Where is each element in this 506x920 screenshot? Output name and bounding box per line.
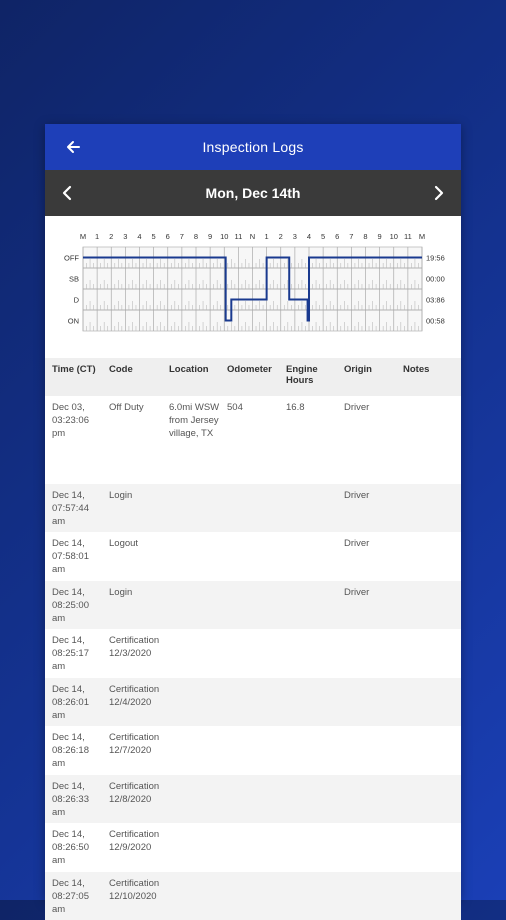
hour-label: N [249,232,256,241]
cell-odometer: 504 [227,402,243,413]
hour-label: 10 [389,232,398,241]
duty-status-chart [45,216,461,358]
cell-time: Dec 14, 08:25:17 am [52,635,89,672]
hour-label: 2 [109,232,114,241]
hour-label: 11 [234,232,243,241]
hour-label: 4 [137,232,142,241]
table-row[interactable] [45,532,461,581]
cell-time: Dec 14, 08:27:05 am [52,878,89,915]
table-header [45,358,461,396]
back-button[interactable] [61,135,85,159]
cell-origin [339,732,398,775]
cell-code: Certification 12/8/2020 [109,781,160,805]
cell-odometer [221,781,280,823]
table-row[interactable] [45,581,461,629]
header-origin: Origin [344,364,372,375]
cell-notes [398,829,461,872]
cell-code: Login [109,490,133,501]
cell-odometer [221,490,280,532]
duty-status-graph [45,216,461,358]
table-row[interactable] [45,775,461,823]
cell-odometer [221,732,280,775]
hour-label: M [79,232,87,241]
cell-notes [398,684,461,726]
cell-location: 6.0mi WSW from Jersey village, TX [169,402,220,439]
hour-label: 11 [403,232,412,241]
hour-label: 7 [349,232,354,241]
status-total: 00:00 [426,274,445,284]
cell-origin [339,635,398,678]
cell-code: Certification 12/3/2020 [109,635,160,659]
hour-label: 9 [377,232,382,241]
table-row[interactable] [45,678,461,726]
cell-code: Logout [109,538,139,549]
cell-engine-hours: 16.8 [286,402,305,413]
log-table [45,358,461,920]
cell-engine-hours [280,538,339,581]
cell-code: Certification 12/7/2020 [109,732,160,756]
table-row[interactable] [45,726,461,775]
cell-location [162,490,221,532]
cell-notes [398,490,461,532]
cell-time: Dec 14, 08:25:00 am [52,587,89,624]
cell-engine-hours [280,878,339,920]
header-engine-hours: Engine Hours [286,364,318,386]
cell-time: Dec 03, 03:23:06 pm [52,402,89,439]
table-row[interactable] [45,484,461,532]
cell-engine-hours [280,490,339,532]
cell-odometer [221,829,280,872]
cell-odometer [221,878,280,920]
hour-label: 6 [165,232,170,241]
table-row[interactable] [45,872,461,920]
hour-label: 8 [193,232,199,241]
cell-origin: Driver [344,538,370,549]
table-row[interactable] [45,396,461,484]
next-day-button[interactable] [427,181,451,205]
header-notes: Notes [403,364,430,375]
table-row[interactable] [45,823,461,872]
cell-origin [339,781,398,823]
header-code: Code [109,364,133,375]
chevron-right-icon [433,185,445,201]
status-total: 03:86 [426,295,445,305]
cell-odometer [221,635,280,678]
hour-label: 3 [123,232,128,241]
cell-odometer [221,684,280,726]
hour-label: 8 [363,232,368,241]
status-label: ON [67,316,79,326]
header-odometer: Odometer [227,364,272,375]
status-label: OFF [64,253,79,263]
header-time: Time (CT) [52,364,96,375]
cell-location [162,538,221,581]
cell-engine-hours [280,781,339,823]
cell-code: Certification 12/4/2020 [109,684,160,708]
cell-code: Off Duty [109,402,144,413]
cell-notes [398,878,461,920]
cell-location [162,829,221,872]
cell-engine-hours [280,635,339,678]
cell-time: Dec 14, 07:58:01 am [52,538,89,575]
cell-engine-hours [280,587,339,629]
hour-label: 1 [95,232,100,241]
date-navigator [45,170,461,216]
cell-notes [398,587,461,629]
cell-origin: Driver [344,490,370,501]
cell-code: Certification 12/9/2020 [109,829,160,853]
status-label: D [73,295,79,305]
cell-origin [339,878,398,920]
cell-time: Dec 14, 08:26:33 am [52,781,89,818]
status-total: 19:56 [426,253,445,263]
cell-origin: Driver [344,587,370,598]
cell-notes [398,538,461,581]
cell-origin: Driver [344,402,370,413]
cell-origin [339,829,398,872]
page-title: Inspection Logs [202,139,304,155]
hour-label: 3 [292,232,297,241]
cell-notes [398,402,461,484]
app-bar [45,124,461,170]
arrow-left-icon [65,139,81,155]
cell-notes [398,732,461,775]
status-label: SB [68,274,79,284]
hour-label: 5 [151,232,156,241]
hour-label: 9 [208,232,213,241]
hour-label: 2 [278,232,283,241]
header-location: Location [169,364,209,375]
hour-label: 10 [220,232,229,241]
cell-time: Dec 14, 07:57:44 am [52,490,89,527]
table-row[interactable] [45,629,461,678]
cell-time: Dec 14, 08:26:18 am [52,732,89,769]
cell-location [162,781,221,823]
cell-location [162,732,221,775]
previous-day-button[interactable] [55,181,79,205]
hour-label: 7 [179,232,184,241]
hour-label: 1 [264,232,269,241]
hour-label: M [418,232,426,241]
hour-label: 5 [321,232,326,241]
cell-location [162,587,221,629]
cell-notes [398,635,461,678]
inspection-logs-card [45,124,461,915]
cell-code: Certification 12/10/2020 [109,878,160,902]
cell-location [162,684,221,726]
chevron-left-icon [61,185,73,201]
cell-engine-hours [280,684,339,726]
current-date: Mon, Dec 14th [205,185,301,201]
cell-engine-hours [280,732,339,775]
cell-engine-hours [280,829,339,872]
cell-location [162,878,221,920]
cell-time: Dec 14, 08:26:50 am [52,829,89,866]
cell-time: Dec 14, 08:26:01 am [52,684,89,721]
status-total: 00:58 [426,316,445,326]
hour-label: 6 [335,232,340,241]
cell-location [162,635,221,678]
cell-odometer [221,538,280,581]
cell-odometer [221,587,280,629]
cell-origin [339,684,398,726]
cell-notes [398,781,461,823]
hour-label: 4 [306,232,312,241]
cell-code: Login [109,587,133,598]
